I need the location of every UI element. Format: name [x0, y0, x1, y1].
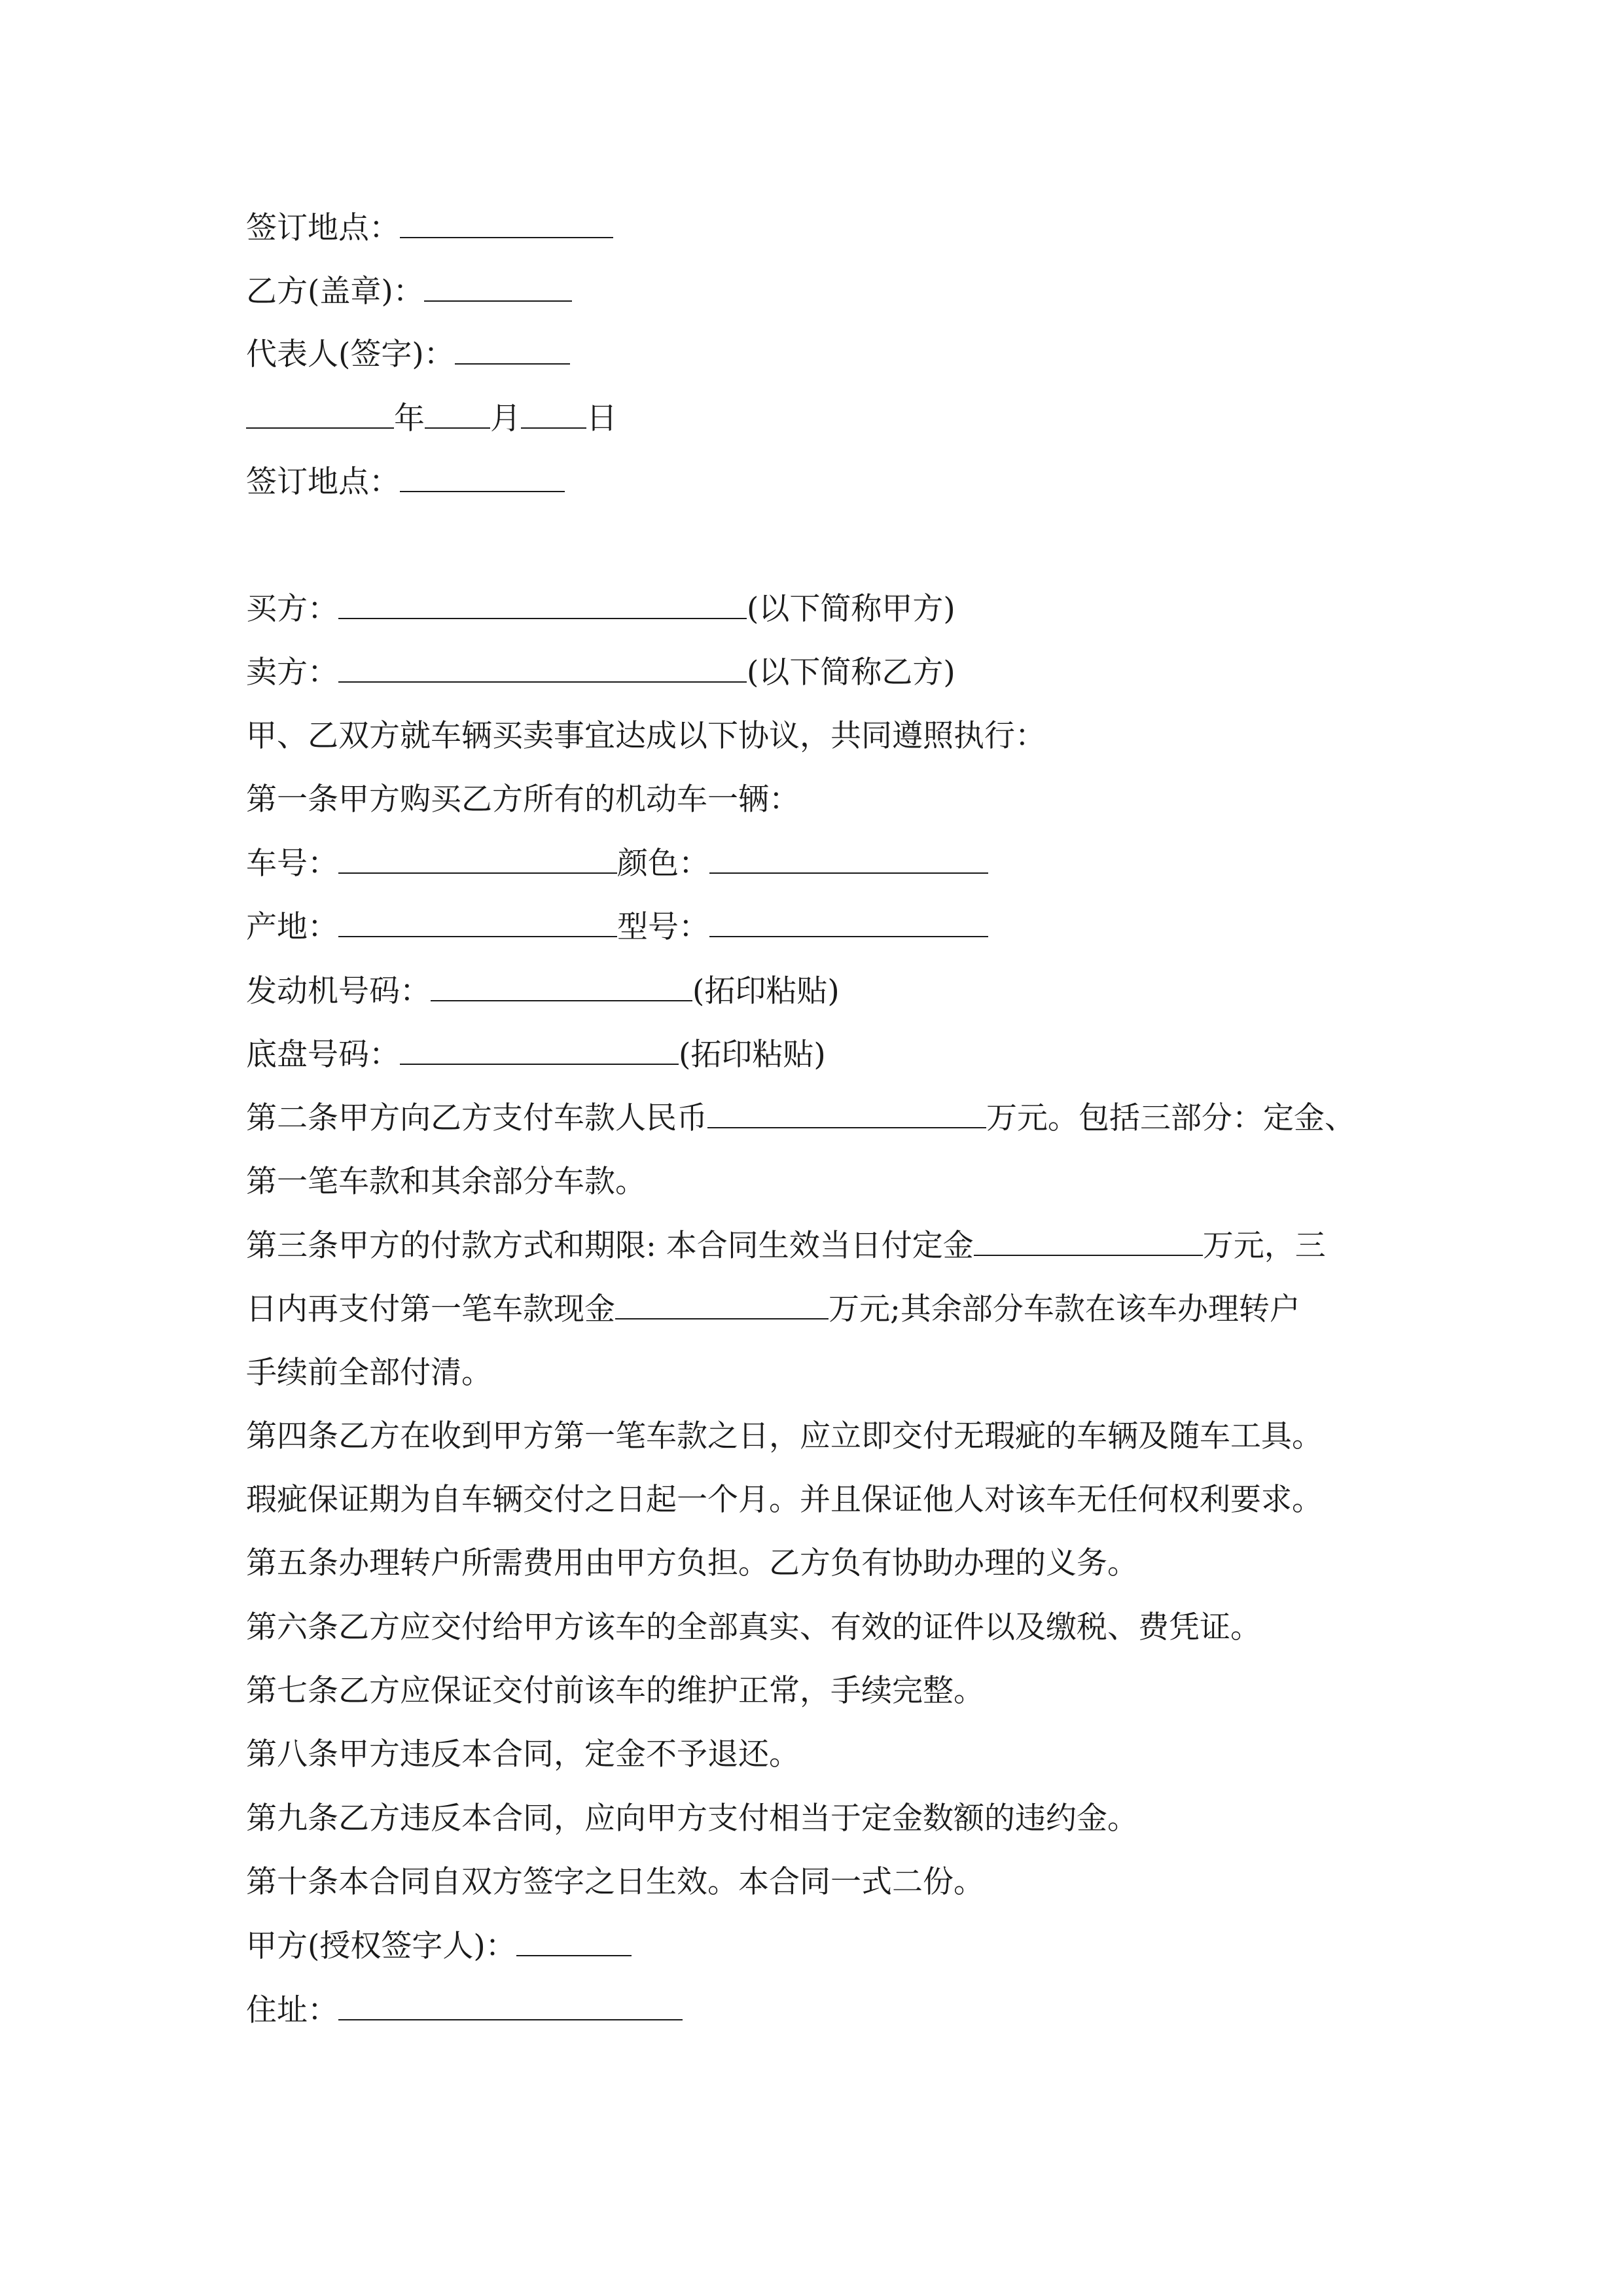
buyer-line: [246, 589, 955, 628]
party-a-blank[interactable]: [516, 1926, 632, 1956]
address-line: [246, 1990, 683, 2030]
seller-blank[interactable]: [338, 653, 747, 683]
article9-text: 第九条乙方违反本合同，应向甲方支付相当于定金数额的违约金。: [246, 1801, 1138, 1837]
chassis-note: (拓印粘贴): [679, 1037, 826, 1073]
address-blank[interactable]: [338, 1990, 683, 2020]
signing-place-blank[interactable]: [400, 208, 613, 238]
engine-blank[interactable]: [431, 971, 692, 1001]
seller-label: 卖方：: [246, 655, 338, 691]
article2-line2: [246, 1162, 646, 1202]
signing-place-line-1: [246, 208, 613, 247]
article3-line2-suffix: 万元;其余部分车款在该车办理转户: [829, 1291, 1300, 1327]
party-a-label: 甲方(授权签字人)：: [246, 1928, 516, 1964]
article10-line: [246, 1863, 984, 1902]
plate-label: 车号：: [246, 846, 338, 882]
article10-text: 第十条本合同自双方签字之日生效。本合同一式二份。: [246, 1864, 984, 1900]
signing-place-label-2: 签订地点：: [246, 464, 400, 500]
address-label: 住址：: [246, 1992, 338, 2028]
article2-line1: [246, 1098, 1355, 1138]
origin-model-line: [246, 907, 988, 946]
year-blank[interactable]: [246, 399, 394, 429]
seller-line: [246, 653, 955, 692]
buyer-label: 买方：: [246, 591, 338, 627]
article4-line2-text: 瑕疵保证期为自车辆交付之日起一个月。并且保证他人对该车无任何权利要求。: [246, 1482, 1323, 1518]
representative-line: [246, 334, 570, 374]
plate-blank[interactable]: [338, 844, 617, 874]
signing-place-blank-2[interactable]: [400, 462, 565, 492]
article3-line3-text: 手续前全部付清。: [246, 1355, 492, 1391]
origin-blank[interactable]: [338, 907, 617, 937]
article2-line2-text: 第一笔车款和其余部分车款。: [246, 1164, 646, 1200]
article5-text: 第五条办理转户所需费用由甲方负担。乙方负有协助办理的义务。: [246, 1545, 1138, 1581]
article6-line: [246, 1608, 1261, 1647]
article3-line1: [246, 1226, 1326, 1265]
article1-text: 第一条甲方购买乙方所有的机动车一辆：: [246, 781, 800, 817]
article7-line: [246, 1672, 984, 1711]
party-b-seal-label: 乙方(盖章)：: [246, 274, 424, 310]
month-blank[interactable]: [425, 399, 490, 429]
article1-line: [246, 780, 800, 819]
origin-label: 产地：: [246, 909, 338, 945]
article5-line: [246, 1544, 1138, 1583]
seller-note: (以下简称乙方): [747, 655, 955, 691]
color-blank[interactable]: [709, 844, 988, 874]
model-blank[interactable]: [709, 907, 988, 937]
representative-label: 代表人(签字)：: [246, 336, 455, 372]
plate-color-line: [246, 844, 988, 883]
article3-line2: [246, 1289, 1300, 1329]
party-b-seal-blank[interactable]: [424, 272, 572, 302]
representative-blank[interactable]: [455, 334, 570, 365]
article4-line2: [246, 1480, 1323, 1520]
engine-line: [246, 971, 840, 1011]
article4-line1-text: 第四条乙方在收到甲方第一笔车款之日，应立即交付无瑕疵的车辆及随车工具。: [246, 1418, 1323, 1454]
intro-text: 甲、乙双方就车辆买卖事宜达成以下协议，共同遵照执行：: [246, 718, 1046, 754]
buyer-note: (以下简称甲方): [747, 591, 955, 627]
article8-text: 第八条甲方违反本合同，定金不予退还。: [246, 1736, 800, 1772]
day-blank[interactable]: [521, 399, 586, 429]
party-b-seal-line: [246, 272, 572, 311]
chassis-line: [246, 1035, 826, 1074]
article6-text: 第六条乙方应交付给甲方该车的全部真实、有效的证件以及缴税、费凭证。: [246, 1609, 1261, 1645]
signing-place-label: 签订地点：: [246, 210, 400, 246]
article3-suffix: 万元，三: [1202, 1228, 1326, 1264]
year-label: 年: [394, 401, 425, 437]
date-line: [246, 399, 617, 438]
article9-line: [246, 1799, 1138, 1839]
article2-amount-blank[interactable]: [707, 1098, 986, 1128]
intro-line: [246, 717, 1046, 756]
month-label: 月: [490, 401, 521, 437]
engine-note: (拓印粘贴): [692, 973, 840, 1009]
article3-prefix: 第三条甲方的付款方式和期限: 本合同生效当日付定金: [246, 1228, 974, 1264]
engine-label: 发动机号码：: [246, 973, 431, 1009]
model-label: 型号：: [617, 909, 709, 945]
article4-line1: [246, 1417, 1323, 1456]
article7-text: 第七条乙方应保证交付前该车的维护正常，手续完整。: [246, 1673, 984, 1709]
chassis-blank[interactable]: [400, 1035, 679, 1065]
day-label: 日: [586, 401, 617, 437]
first-payment-blank[interactable]: [615, 1289, 829, 1319]
signing-place-line-2: [246, 462, 565, 501]
article8-line: [246, 1735, 800, 1774]
color-label: 颜色：: [617, 846, 709, 882]
article2-suffix: 万元。包括三部分：定金、: [986, 1100, 1355, 1136]
chassis-label: 底盘号码：: [246, 1037, 400, 1073]
article2-prefix: 第二条甲方向乙方支付车款人民币: [246, 1100, 707, 1136]
article3-line3: [246, 1354, 492, 1393]
deposit-blank[interactable]: [974, 1226, 1203, 1256]
buyer-blank[interactable]: [338, 589, 747, 619]
article3-line2-prefix: 日内再支付第一笔车款现金: [246, 1291, 615, 1327]
party-a-line: [246, 1926, 632, 1965]
